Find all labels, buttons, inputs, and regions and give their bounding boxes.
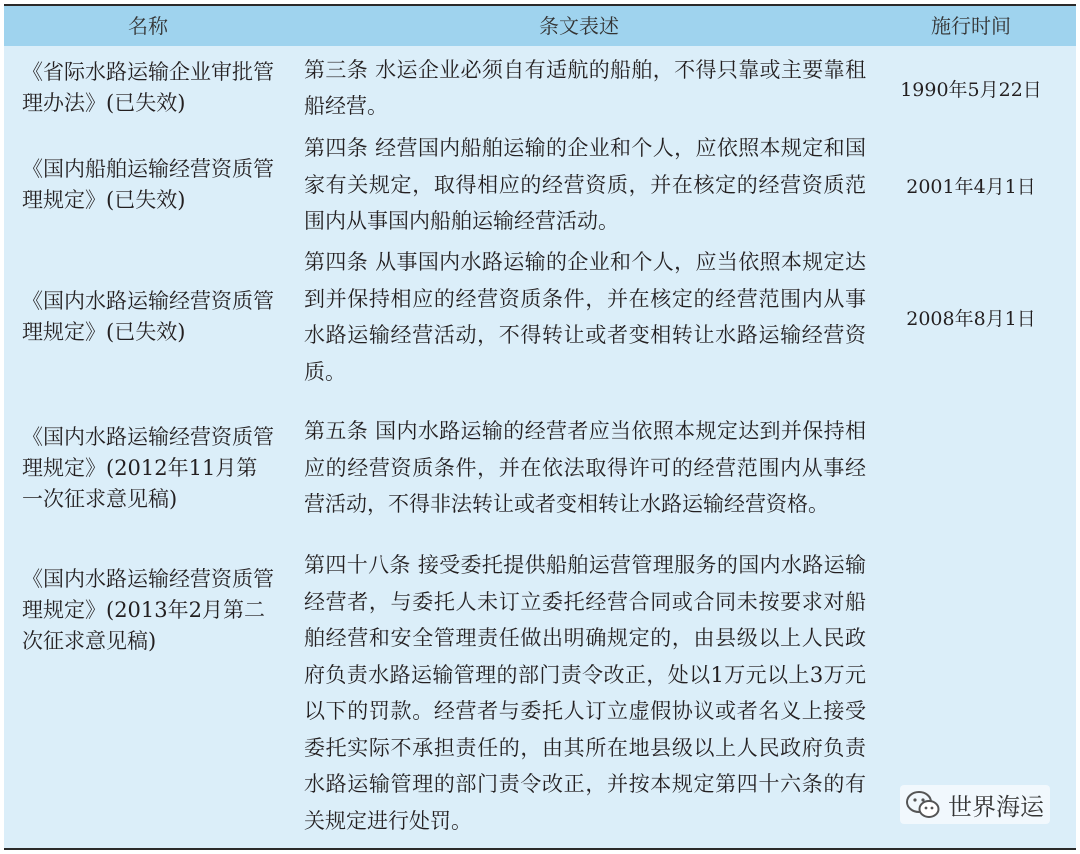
row-text: 第四条 从事国内水路运输的企业和个人，应当依照本规定达到并保持相应的经营资质条件，并在核定的经营范围内从事水路运输经营活动，不得转让或者变相转让水路运输经营资质。 <box>304 250 866 384</box>
row-date: 2001年4月1日 <box>906 175 1036 198</box>
row-name: 《省际水路运输企业审批管理办法》(已失效) <box>22 60 274 115</box>
watermark-label: 世界海运 <box>948 793 1044 821</box>
row-name: 《国内水路运输经营资质管理规定》(已失效) <box>22 289 274 344</box>
header-name: 名称 <box>128 14 168 38</box>
row-name: 《国内船舶运输经营资质管理规定》(已失效) <box>22 157 274 212</box>
table-row <box>4 242 1076 392</box>
bottom-rule <box>4 848 1076 850</box>
row-date <box>866 392 1076 544</box>
table-row <box>4 128 1076 242</box>
table-row <box>4 48 1076 128</box>
regulation-table <box>4 4 1076 850</box>
watermark <box>900 785 1050 824</box>
row-text: 第三条 水运企业必须自有适航的船舶，不得只靠或主要靠租船经营。 <box>304 57 866 118</box>
row-name: 《国内水路运输经营资质管理规定》(2013年2月第二次征求意见稿) <box>22 567 274 653</box>
row-text: 第四十八条 接受委托提供船舶运营管理服务的国内水路运输经营者，与委托人未订立委托经营合同或合同未按要求对船舶经营和安全管理责任做出明确规定的，由县级以上人民政府负责水路运输管理的部门责令改正，处以1万元以上3万元以下的罚款。经营者与委托人订立虚假协议或者名义上接受委托实际不承担责任的，由其所在地县级以上人民政府负责水路运输管理的部门责令改正，并按本规定第四十六条的有关规定进行处罚。 <box>304 553 866 833</box>
header-text: 条文表述 <box>539 14 619 38</box>
wechat-icon <box>906 790 940 820</box>
row-date: 1990年5月22日 <box>900 78 1042 101</box>
table-row <box>4 392 1076 544</box>
table-header <box>4 6 1076 46</box>
header-date: 施行时间 <box>931 14 1011 38</box>
row-text: 第四条 经营国内船舶运输的企业和个人，应依照本规定和国家有关规定，取得相应的经营资质，并在核定的经营资质范围内从事国内船舶运输经营活动。 <box>304 136 866 234</box>
row-date: 2008年8月1日 <box>906 307 1036 330</box>
row-name: 《国内水路运输经营资质管理规定》(2012年11月第一次征求意见稿) <box>22 424 274 511</box>
row-text: 第五条 国内水路运输的经营者应当依照本规定达到并保持相应的经营资质条件，并在依法取得许可的经营范围内从事经营活动，不得非法转让或者变相转让水路运输经营资格。 <box>304 419 866 517</box>
